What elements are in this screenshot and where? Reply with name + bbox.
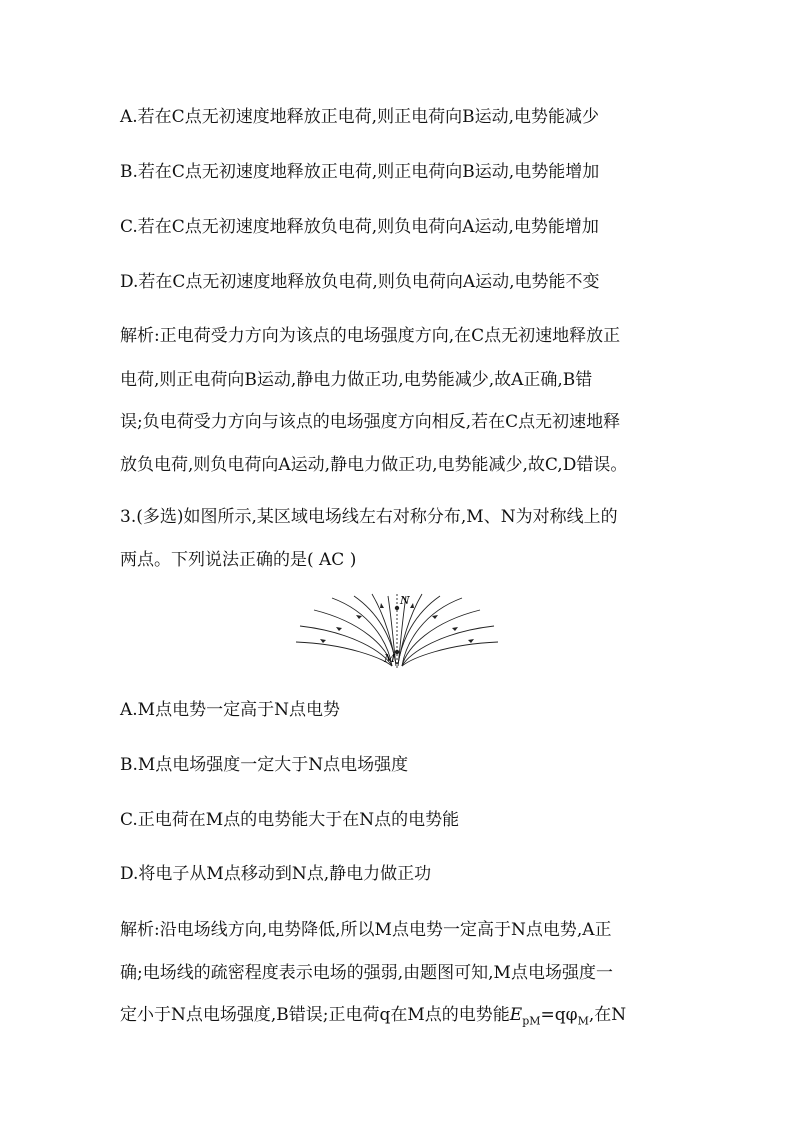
question-stem-line: 3.(多选)如图所示,某区域电场线左右对称分布,M、N为对称线上的 bbox=[120, 507, 618, 527]
q2-option-c: C.若在C点无初速度地释放负电荷,则负电荷向A运动,电势能增加 bbox=[120, 217, 599, 237]
point-n bbox=[395, 606, 399, 610]
arrow-icon bbox=[452, 627, 458, 631]
arrow-icon bbox=[380, 603, 384, 608]
analysis-text: ,在N bbox=[588, 1005, 627, 1025]
field-line bbox=[314, 610, 392, 666]
field-line bbox=[402, 626, 494, 666]
electric-field-figure bbox=[292, 592, 502, 672]
analysis-text: 定小于N点电场强度,B错误;正电荷q在M点的电势能 bbox=[120, 1005, 510, 1025]
analysis-line: 放负电荷,则负电荷向A运动,静电力做正功,电势能减少,故C,D错误。 bbox=[120, 455, 628, 475]
arrow-icon bbox=[320, 639, 326, 643]
point-m bbox=[395, 650, 399, 654]
field-line bbox=[296, 642, 392, 666]
q3-option-c: C.正电荷在M点的电势能大于在N点的电势能 bbox=[120, 810, 460, 830]
analysis-line: 解析:沿电场线方向,电势降低,所以M点电势一定高于N点电势,A正 bbox=[120, 920, 612, 940]
q2-option-d: D.若在C点无初速度地释放负电荷,则负电荷向A运动,电势能不变 bbox=[120, 272, 600, 292]
q3-option-d: D.将电子从M点移动到N点,静电力做正功 bbox=[120, 864, 432, 884]
field-line bbox=[300, 626, 392, 666]
analysis-line bbox=[120, 1003, 626, 1033]
label-n: N bbox=[400, 594, 410, 607]
analysis-line: 电荷,则正电荷向B运动,静电力做正功,电势能减少,故A正确,B错 bbox=[120, 370, 593, 390]
label-m: M bbox=[384, 652, 396, 665]
q2-option-b: B.若在C点无初速度地释放正电荷,则正电荷向B运动,电势能增加 bbox=[120, 162, 600, 182]
analysis-line: 误;负电荷受力方向与该点的电场强度方向相反,若在C点无初速地释 bbox=[120, 412, 621, 432]
q2-option-a: A.若在C点无初速度地释放正电荷,则正电荷向B运动,电势能减少 bbox=[120, 107, 599, 127]
arrow-icon bbox=[468, 639, 474, 643]
arrow-icon bbox=[336, 627, 342, 631]
arrow-icon bbox=[410, 603, 414, 608]
q3-option-a: A.M点电势一定高于N点电势 bbox=[120, 700, 340, 720]
analysis-text: =qφ bbox=[540, 1005, 578, 1025]
potential-energy-symbol: $E_{pM}$ bbox=[509, 1005, 541, 1028]
q3-option-b: B.M点电场强度一定大于N点电场强度 bbox=[120, 755, 409, 775]
field-line bbox=[402, 610, 480, 666]
field-lines-diagram bbox=[292, 592, 502, 672]
arrow-icon bbox=[432, 615, 438, 619]
arrow-icon bbox=[356, 615, 362, 619]
question-stem-line: 两点。下列说法正确的是( AC ) bbox=[120, 550, 357, 570]
field-line bbox=[402, 642, 498, 666]
phi-subscript: M bbox=[577, 1014, 589, 1028]
analysis-line: 解析:正电荷受力方向为该点的电场强度方向,在C点无初速地释放正 bbox=[120, 326, 621, 346]
analysis-line: 确;电场线的疏密程度表示电场的强弱,由题图可知,M点电场强度一 bbox=[120, 963, 613, 983]
